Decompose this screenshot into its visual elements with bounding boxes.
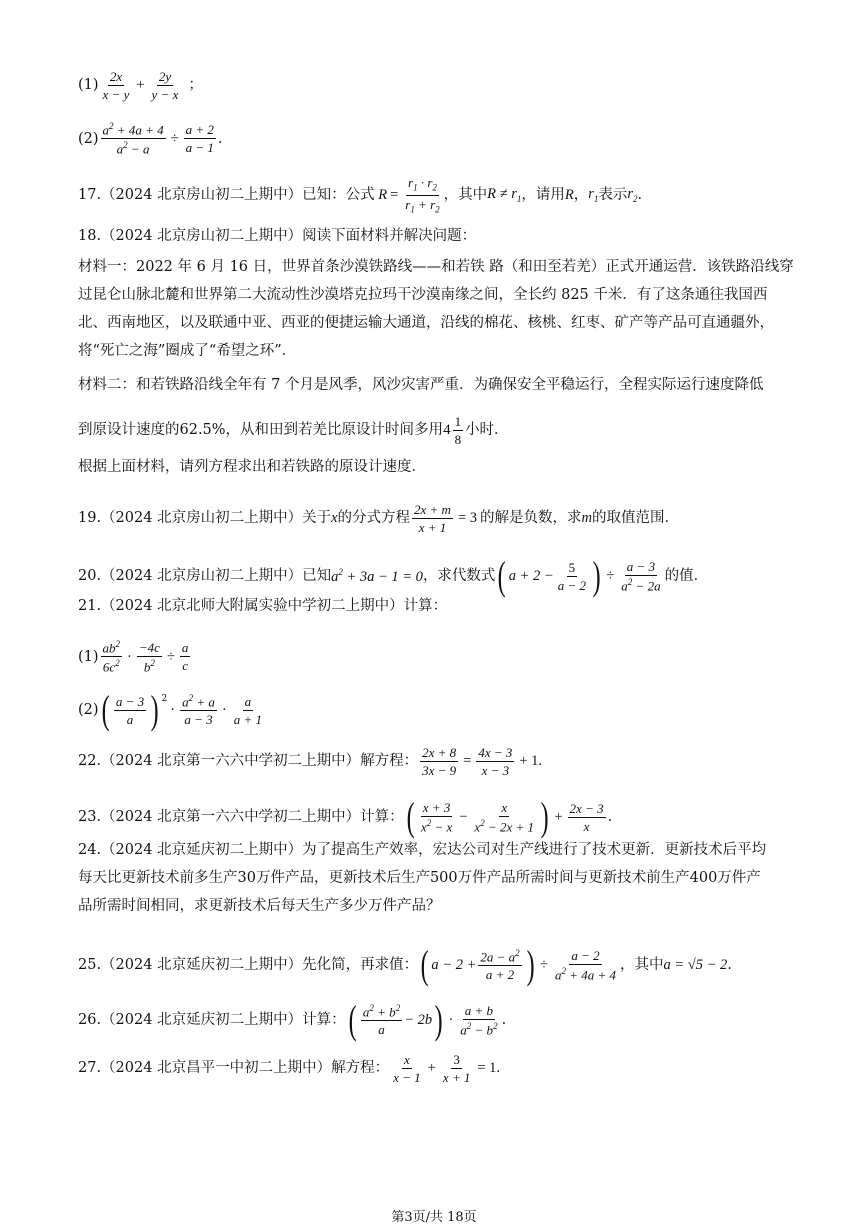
problem-19: 19.（2024 北京房山初二上期中）关于 x 的分式方程 $\frac{2x + m}{x + 1}$ = 3 的解是负数，求 m 的取值范围． bbox=[78, 502, 679, 535]
problem-27: 27.（2024 北京昌平一中初二上期中）解方程： $\frac{x}{x - 1}$ + $\frac{3}{x + 1}$ = 1. bbox=[78, 1052, 501, 1085]
problem-21-part-1: (1) $\frac{ab^2}{6c^2}$ · $\frac{-4c}{b^2}$ ÷ $\frac{a}{c}$ bbox=[78, 639, 189, 675]
problem-18-material-1: 材料一：2022 年 6 月 16 日，世界首条沙漠铁路线——和若铁 路（和田至若羌）正式开通运营．该铁路沿线穿过昆仑山脉北麓和世界第二大流动性沙漠塔克拉玛干沙漠南缘之间，全长约 825 千米．有了这条通往我国西北、西南地区，以及联通中亚、西亚的便捷运输大通道，沿线的棉花、核桃、红枣、矿产等产品可直通疆外，将“死亡之海”圈成了“希望之环”． bbox=[78, 259, 794, 359]
problem-18-question: 根据上面材料，请列方程求出和若铁路的原设计速度． bbox=[78, 459, 426, 475]
problem-23: 23.（2024 北京第一六六中学初二上期中）计算： ( $\frac{x + 3}{x^2 - x}$ − $\frac{x}{x^2 - 2x + 1}$ ) + $\frac{2x - 3}{x}$ . bbox=[78, 794, 613, 839]
problem-24-line-1: 24.（2024 北京延庆初二上期中）为了提高生产效率，宏达公司对生产线进行了技术更新．更新技术后平均 bbox=[78, 842, 767, 858]
problem-16-part-2: (2) $\frac{a^2 + 4a + 4}{a^2 - a}$ ÷ $\frac{a + 2}{a - 1}$ . bbox=[78, 121, 223, 157]
problem-21-part-2: (2) ( $\frac{a - 3}{a}$ ) $^2$ · $\frac{a^2 + a}{a - 3}$ · $\frac{a}{a + 1}$ bbox=[78, 687, 262, 732]
problem-24-line-2: 每天比更新技术前多生产30万件产品，更新技术后生产500万件产品所需时间与更新技术前生产400万件产 bbox=[78, 870, 761, 886]
problem-26: 26.（2024 北京延庆初二上期中）计算： ( $\frac{a^2 + b^2}{a}$ − 2b ) · $\frac{a + b}{a^2 - b^2}$ . bbox=[78, 997, 507, 1042]
problem-18-material-2: 材料二：和若铁路沿线全年有 7 个月是风季，风沙灾害严重．为确保安全平稳运行，全程实际运行速度降低 bbox=[78, 377, 764, 393]
problem-18-material-2-cont: 到原设计速度的62.5%，从和田到若羌比原设计时间多用 4 $\frac{1}{8}$ 小时． bbox=[78, 414, 509, 447]
problem-21-heading: 21.（2024 北京北师大附属实验中学初二上期中）计算： bbox=[78, 598, 448, 614]
problem-18-heading: 18.（2024 北京房山初二上期中）阅读下面材料并解决问题： bbox=[78, 228, 477, 244]
problem-22: 22.（2024 北京第一六六中学初二上期中）解方程： $\frac{2x + 8}{3x - 9}$ = $\frac{4x - 3}{x - 3}$ + 1. bbox=[78, 745, 543, 778]
problem-16-part-1: (1) $\frac{2x}{x - y}$ + $\frac{2y}{y - x}$ ； bbox=[78, 69, 203, 102]
problem-20: 20.（2024 北京房山初二上期中）已知 $a^2 + 3a - 1 = 0$ ，求代数式 ( a + 2 − $\frac{5}{a - 2}$ ) ÷ $\frac{a - 3}{a^2 - 2a}$ 的值． bbox=[78, 553, 709, 598]
problem-17: 17.（2024 北京房山初二上期中）已知：公式 R = $\frac{r_1 \cdot r_2}{r_1 + r_2}$ ，其中 $R \ne r_1$ ，请用 R ， $r_1$ 表示 $r_2$ ． bbox=[78, 175, 653, 215]
page-footer: 第3页/共 18页 bbox=[391, 1210, 477, 1225]
problem-25: 25.（2024 北京延庆初二上期中）先化简，再求值： ( a − 2 + $\frac{2a - a^2}{a + 2}$ ) ÷ $\frac{a - 2}{a^2 + 4a + 4}$ ，其中 a = √5 − 2 . bbox=[78, 942, 732, 987]
problem-24-line-3: 品所需时间相同，求更新技术后每天生产多少万件产品？ bbox=[78, 898, 441, 914]
